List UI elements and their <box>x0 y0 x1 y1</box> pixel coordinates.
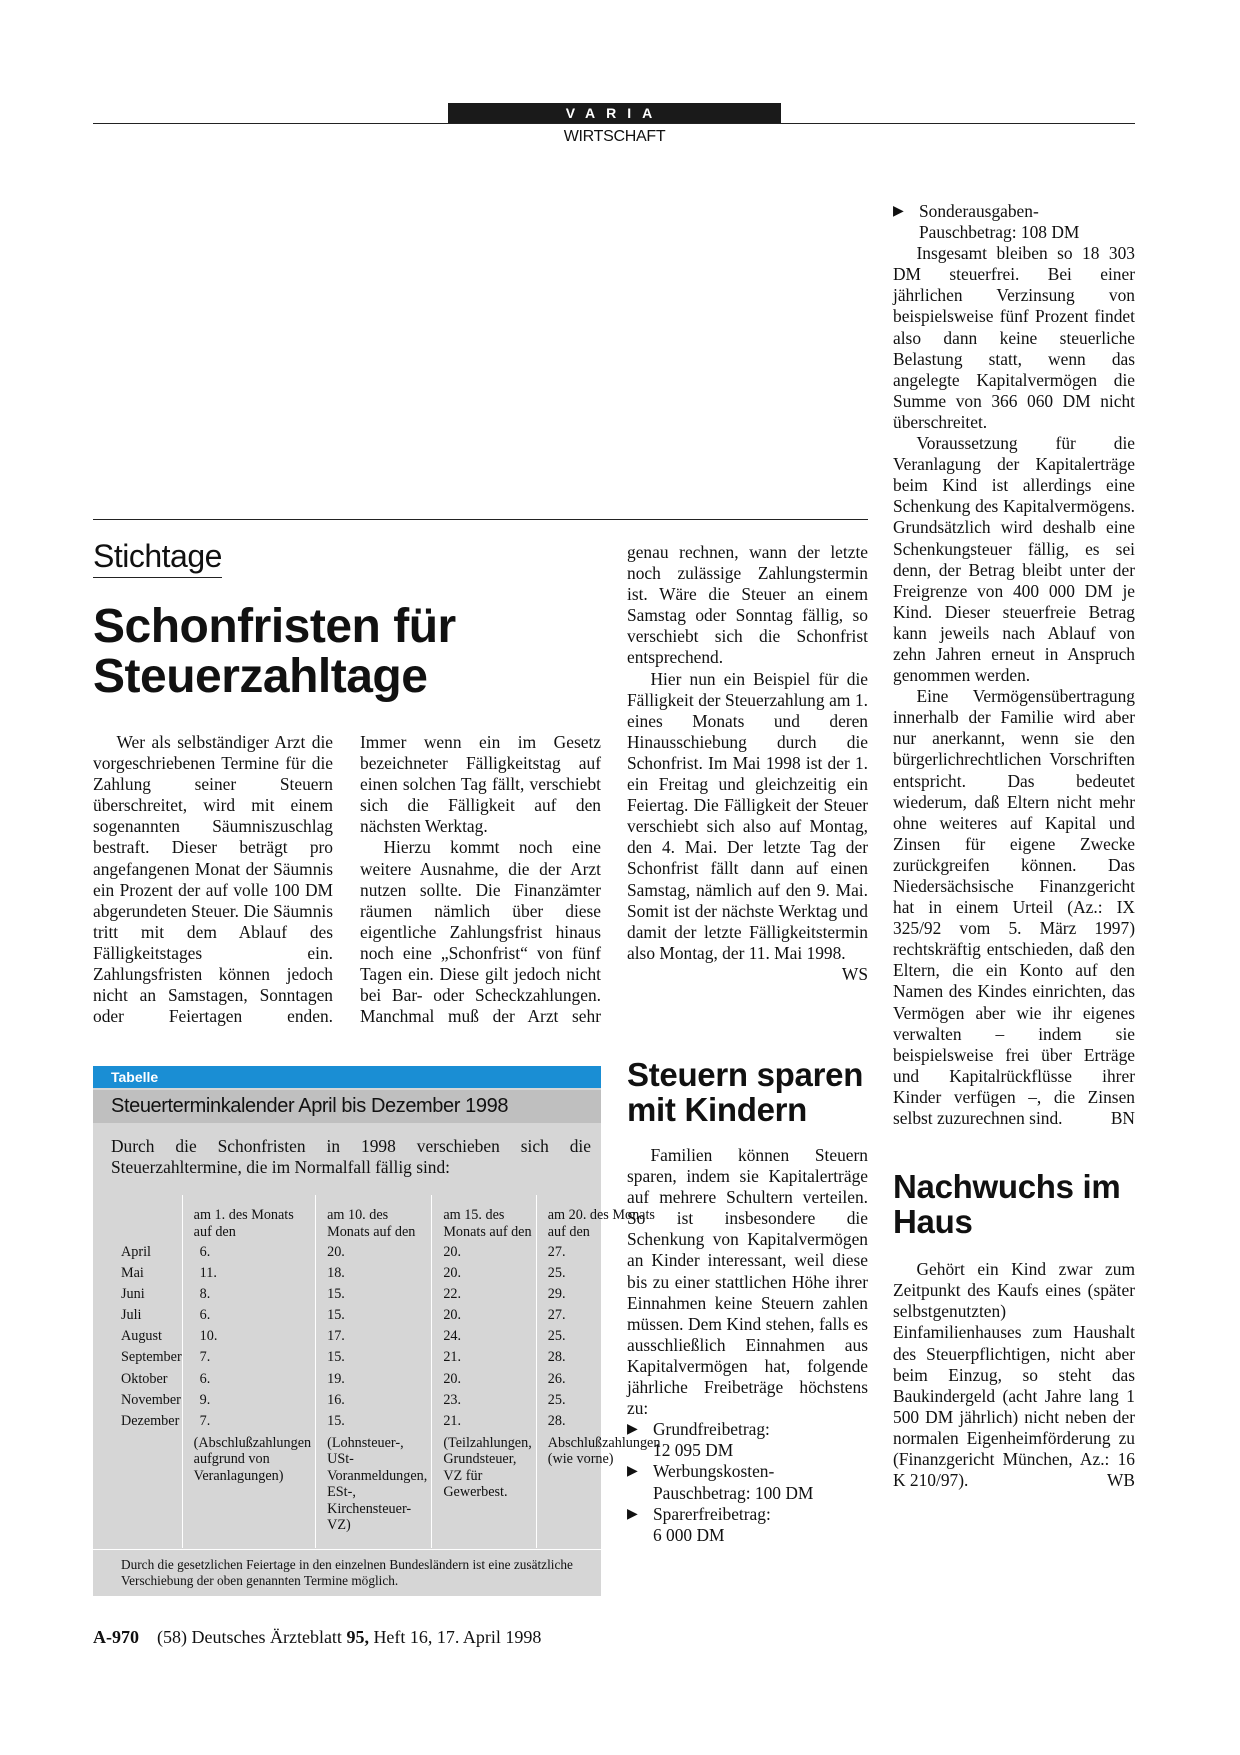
volume: 95, <box>346 1627 369 1647</box>
subsection-label: WIRTSCHAFT <box>563 128 666 145</box>
page-footer <box>93 1627 541 1648</box>
paragraph <box>627 668 868 984</box>
author-sign: BN <box>1110 1108 1135 1129</box>
table-cell: 15. <box>316 1285 432 1306</box>
paragraph-text: Hier nun ein Beispiel für die Fälligkeit der Steuerzahlung am 1. eines Monats und deren Hinausschiebung durch die Schonfrist. Im Mai 1998 ist der 1. ein Freitag und gleichzeitig ein Feiertag. Die Fälligkeit der Steuer verschiebt sich also auf Montag, den 4. Mai. Der letzte Tag der Schonfrist fällt dann auf einen Samstag, nämlich auf den 9. Mai. Somit ist der nächste Werktag und damit der letzte Fälligkeitstermin also Montag, der 11. Mai 1998. <box>627 668 868 963</box>
bullet-triangle-icon: ▶ <box>893 204 904 219</box>
article1-col1 <box>93 732 333 1027</box>
table-cell: 7. <box>182 1348 315 1369</box>
list-item-value: 6 000 DM <box>653 1524 725 1545</box>
table-cell: 26. <box>536 1370 664 1391</box>
table-cell: 25. <box>536 1327 664 1348</box>
table-cell: 27. <box>536 1243 664 1264</box>
table-cell: 19. <box>316 1370 432 1391</box>
paragraph <box>893 686 1135 1129</box>
table-cell: 20. <box>432 1264 536 1285</box>
paragraph-text: Eine Vermögensübertragung innerhalb der Familie wird aber nur anerkannt, wenn sie den bürgerlichrechtlichen Vorschriften entspricht. Das bedeutet wiederum, daß Eltern nicht mehr ohne weiteres auf Kapital und Zinsen für eigene Zwecke zurückgreifen können. Das Niedersächsische Finanzgericht hat in einem Urteil (Az.: IX 325/92 vom 5. März 1997) rechtskräftig entschieden, daß den Eltern, die ein Konto auf den Namen des Kindes einrichten, das Vermögen aber wie ihr eigenes verwalten – indem sie beispielsweise frei über Erträge und Kapitalrückflüsse ihrer Kinder verfügen –, die Zinsen selbst zuzurechnen sind. <box>893 686 1135 1129</box>
list-item-label: Grundfreibetrag: <box>653 1419 770 1440</box>
table-cell: 20. <box>316 1243 432 1264</box>
table-notes-empty <box>93 1433 182 1548</box>
list-item-value: 12 095 DM <box>653 1440 734 1461</box>
paragraph: Wer als selbständiger Arzt die vorgeschriebenen Termine für die Zahlung seiner Steuern überschreitet, wird mit einem sogenannten Säumniszuschlag bestraft. Dieser beträgt pro angefangenen Monat der Säumnis ein Prozent der auf volle 100 DM abgerundeten Steuer. Die Säumnis tritt mit dem Ablauf des Fälligkeitstages ein. Zahlungsfristen können jedoch nicht an Samstagen, Sonntagen oder Feiertagen enden. <box>93 732 333 1027</box>
article2-col1 <box>627 1057 868 1546</box>
section-label: VARIA <box>448 103 781 123</box>
table-cell: 20. <box>432 1243 536 1264</box>
paragraph: genau rechnen, wann der letzte noch zulässige Zahlungstermin ist. Wäre die Steuer an einem Samstag oder Sonntag fällig, so verschiebt sich die Schonfrist entsprechend. <box>627 542 868 668</box>
article3-headline: Nachwuchs im Haus <box>893 1168 1121 1241</box>
table-month: August <box>121 1328 162 1345</box>
table-footnote: Durch die gesetzlichen Feiertage in den einzelnen Bundesländern ist eine zusätzliche Verschiebung der oben genannten Termine möglich. <box>121 1557 573 1588</box>
table-cell: 8. <box>182 1285 315 1306</box>
table-cell: 15. <box>316 1306 432 1327</box>
author-sign: WS <box>841 963 868 984</box>
table-title-text: Steuerterminkalender April bis Dezember 1998 <box>111 1095 509 1117</box>
table-row <box>93 1285 664 1306</box>
table-tag-text: Tabelle <box>111 1069 159 1085</box>
table-title <box>93 1090 601 1123</box>
table-header: am 10. des Monats auf den <box>316 1195 432 1243</box>
paragraph: Familien können Steuern sparen, indem sie Kapitalerträge auf mehrere Schultern verteilen. So ist insbesondere die Schenkung von Kapitalvermögen an Kinder interessant, weil diese bis zu einer stattlichen Höhe ihrer Einnahmen keine Steuern zahlen müssen. Dem Kind stehen, falls es ausschließlich Einnahmen aus Kapitalvermögen hat, folgende jährliche Freibeträge höchstens zu: <box>627 1145 868 1419</box>
table-cell: 21. <box>432 1348 536 1369</box>
table-row <box>93 1348 664 1369</box>
table-cell: 27. <box>536 1306 664 1327</box>
table-header: am 15. des Monats auf den <box>432 1195 536 1243</box>
table-cell: 21. <box>432 1412 536 1433</box>
table-row <box>93 1412 664 1433</box>
table-cell: 17. <box>316 1327 432 1348</box>
paragraph: Voraussetzung für die Veranlagung der Kapitalerträge beim Kind ist allerdings eine Schenkung des Kapitalvermögens. Grundsätzlich wird deshalb eine Schenkungsteuer fällig, es sei denn, der Betrag bleibt unter der Freigrenze von 400 000 DM je Kind. Dieser steuerfreie Betrag kann jeweils nach Ablauf von zehn Jahren erneut in Anspruch genommen werden. <box>893 433 1135 686</box>
table-month: Mai <box>121 1265 144 1282</box>
table-month: September <box>121 1349 182 1366</box>
table-cell: 15. <box>316 1412 432 1433</box>
list-item <box>627 1461 868 1503</box>
table-cell: 22. <box>432 1285 536 1306</box>
table-cell: 28. <box>536 1348 664 1369</box>
table-month: Juli <box>121 1307 142 1324</box>
article1-col2 <box>360 732 601 1027</box>
paragraph-text: Gehört ein Kind zwar zum Zeitpunkt des Kaufs eines (später selbstgenutzten) Einfamilienhauses zum Haushalt des Steuerpflichtigen, nicht aber beim Einzug, so steht das Baukindergeld (acht Jahre lang 1 500 DM jährlich) nicht neben der normalen Eigenheimförderung zu (Finanzgericht München, Az.: 16 K 210/97). <box>893 1259 1135 1491</box>
allowance-list-cont <box>893 201 1135 243</box>
headline: Schonfristen für Steuerzahltage <box>93 600 456 703</box>
article1-col3 <box>627 542 868 985</box>
rubric: Stichtage <box>93 536 222 578</box>
list-item-label: Werbungskosten-Pauschbetrag: 100 DM <box>653 1461 814 1503</box>
paragraph: Hierzu kommt noch eine weitere Ausnahme, die der Arzt nutzen sollte. Die Finanzämter räumen nämlich über diese eigentliche Zahlungsfrist hinaus noch eine „Schonfrist“ von fünf Tagen ein. Diese gilt jedoch nicht bei Bar- oder Scheckzahlungen. Manchmal muß der Arzt sehr <box>360 837 601 1027</box>
list-item <box>893 201 1135 243</box>
bullet-triangle-icon: ▶ <box>627 1464 638 1480</box>
table-header-row <box>93 1195 664 1243</box>
tax-calendar-table <box>93 1195 664 1548</box>
table-cell: 6. <box>182 1306 315 1327</box>
table-cell: 20. <box>432 1370 536 1391</box>
table-cell: 23. <box>432 1391 536 1412</box>
table-cell: 29. <box>536 1285 664 1306</box>
table-row <box>93 1264 664 1285</box>
table-cell: 10. <box>182 1327 315 1348</box>
table-note: Abschlußzahlungen (wie vorne) <box>536 1433 664 1548</box>
table-cell: 16. <box>316 1391 432 1412</box>
list-item-label: Sonderausgaben-Pauschbetrag: 108 DM <box>919 201 1080 243</box>
table-header: am 1. des Monats auf den <box>182 1195 315 1243</box>
allowance-list <box>627 1419 868 1546</box>
paragraph: Immer wenn ein im Gesetz bezeichneter Fälligkeitstag auf einen solchen Tag fällt, verschiebt sich die Fälligkeit auf den nächsten Werktag. <box>360 732 601 837</box>
table-note: (Teilzahlungen, Grundsteuer, VZ für Gewerbest. <box>432 1433 536 1548</box>
header-rule <box>93 123 1135 124</box>
table-intro: Durch die Schonfristen in 1998 verschieben sich die Steuerzahltermine, die im Normalfall fällig sind: <box>111 1136 591 1177</box>
table-cell: 6. <box>182 1243 315 1264</box>
list-item <box>627 1419 868 1461</box>
issue-suffix: Heft 16, 17. April 1998 <box>373 1627 542 1647</box>
table-foot-rule <box>93 1549 601 1550</box>
table-row <box>93 1243 664 1264</box>
article2-headline: Steuern sparen mit Kindern <box>627 1056 864 1128</box>
table-cell: 11. <box>182 1264 315 1285</box>
table-note: (Lohnsteuer-, USt-Voranmeldungen, ESt-, Kirchensteuer-VZ) <box>316 1433 432 1548</box>
table-month: November <box>121 1391 181 1408</box>
table-cell: 7. <box>182 1412 315 1433</box>
table-cell: 28. <box>536 1412 664 1433</box>
table-notes-row <box>93 1433 664 1548</box>
table-cell: 20. <box>432 1306 536 1327</box>
list-item-label: Sparerfreibetrag: <box>653 1503 771 1524</box>
issue-prefix: (58) Deutsches Ärzteblatt <box>157 1627 342 1647</box>
table-cell: 15. <box>316 1348 432 1369</box>
author-sign: WB <box>1106 1470 1135 1491</box>
table-cell: 25. <box>536 1391 664 1412</box>
table-corner <box>93 1195 182 1243</box>
bullet-triangle-icon: ▶ <box>627 1506 638 1522</box>
table-row <box>93 1391 664 1412</box>
table-cell: 9. <box>182 1391 315 1412</box>
list-item <box>627 1504 868 1546</box>
table-month: Juni <box>121 1286 145 1303</box>
article2-col2 <box>893 201 1135 1491</box>
table-header: am 20. des Monats auf den <box>536 1195 664 1243</box>
table-cell: 24. <box>432 1327 536 1348</box>
table-row <box>93 1306 664 1327</box>
table-tag <box>93 1066 601 1088</box>
page-number: A-970 <box>93 1627 139 1647</box>
table-note: (Abschlußzahlungen aufgrund von Veranlagungen) <box>182 1433 315 1548</box>
table-month: Oktober <box>121 1370 168 1387</box>
bullet-triangle-icon: ▶ <box>627 1422 638 1438</box>
article-rule <box>93 519 868 520</box>
table-cell: 6. <box>182 1370 315 1391</box>
table-row <box>93 1370 664 1391</box>
paragraph: Insgesamt bleiben so 18 303 DM steuerfrei. Bei einer jährlichen Verzinsung von beispielsweise fünf Prozent findet also dann keine steuerliche Belastung statt, wenn das angelegte Kapitalvermögen die Summe von 366 060 DM nicht überschreitet. <box>893 243 1135 432</box>
table-cell: 18. <box>316 1264 432 1285</box>
table-row <box>93 1327 664 1348</box>
table-body <box>93 1243 664 1433</box>
paragraph <box>893 1259 1135 1491</box>
table-month: Dezember <box>121 1412 180 1429</box>
table-month: April <box>121 1244 151 1260</box>
table-cell: 25. <box>536 1264 664 1285</box>
